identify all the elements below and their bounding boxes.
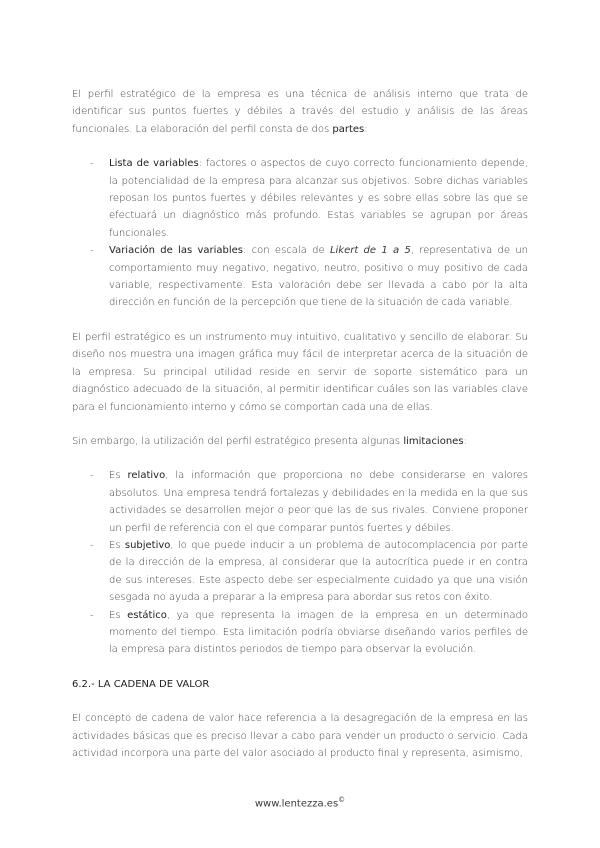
intro-paragraph: El perfil estratégico de la empresa es una técnica de análisis interno que trata de identificar sus puntos fuertes y débiles a través del estudio y análisis de las áreas funcionales. La elaboración del perfil consta de dos partes: [72,89,528,135]
limitations-bold-term: limitaciones [403,435,464,447]
list-item-term: estático [127,609,167,621]
list-item-term: Lista de variables [109,158,199,170]
paragraph-limitations-intro: Sin embargo, la utilización del perfil estratégico presenta algunas limitaciones: [72,435,467,447]
list-item: - Es estático, ya que representa la imagen de la empresa en un determinado momento del tiempo. Esta limitación podría obviarse diseñando varios perfiles de la empresa para distintos periodos de tiempo para observar la evolución. [90,609,528,656]
paragraph-value-chain: El concepto de cadena de valor hace referencia a la desagregación de la empresa en las actividades básicas que es preciso llevar a cabo para vender un producto o servicio. Cada actividad incorpora una parte del valor asociado al producto final y representa, asimismo, [72,713,528,759]
page-footer [0,796,600,809]
list-item: - Es relativo, la información que proporciona no debe considerarse en valores absolutos. Una empresa tendrá fortalezas y debilidades en la medida en la que sus actividades se desarrollen mejor o peor que las de sus rivales. Conviene proponer un perfil de referencia con el que comparar puntos fuertes y débiles. [90,470,528,534]
list-item-term: relativo [127,470,166,482]
paragraph-utility: El perfil estratégico es un instrumento muy intuitivo, cualitativo y sencillo de elaborar. Su diseño nos muestra una imagen gráfica muy fácil de interpretar acerca de la situación de la empresa. Su principal utilidad reside en servir de soporte sistemático para un diagnóstico adecuado de la situación, al permitir identificar cuáles son las variables clave para el funcionamiento interno y cómo se comportan cada una de ellas. [72,331,528,413]
list-item-term: Variación de las variables [109,245,244,257]
document-body [72,86,528,762]
footer-website: www.lentezza.es [254,798,339,810]
copyright-mark: © [338,796,346,804]
likert-scale-text: Likert de 1 a 5 [329,245,411,257]
list-item: - Variación de las variables: con escala de Likert de 1 a 5, representativa de un comportamiento muy negativo, negativo, neutro, positivo o muy positivo de cada variable, respectivamente. Esta valoración debe ser llevada a cabo por la alta dirección en función de la percepción que tiene de la situación de cada variable. [90,245,528,309]
list-item: - Es subjetivo, lo que puede inducir a un problema de autocomplacencia por parte de la dirección de la empresa, al considerar que la autocrítica puede ir en contra de sus intereses. Este aspecto debe ser especialmente cuidado ya que una visión sesgada no ayuda a preparar a la empresa para abordar sus retos con éxito. [90,539,528,604]
list-item: - Lista de variables: factores o aspectos de cuyo correcto funcionamiento depende, la potencialidad de la empresa para alcanzar sus objetivos. Sobre dichas variables reposan los puntos fuertes y débiles relevantes y es sobre ellas sobre las que se efectuará un diagnóstico más profundo. Estas variables se agrupan por áreas funcionales. [90,158,528,239]
limitations-list [72,467,528,658]
intro-bold-term: partes [332,123,365,135]
section-heading: 6.2.- LA CADENA DE VALOR [72,678,210,690]
parts-list [72,155,528,312]
list-item-term: subjetivo [124,539,171,551]
